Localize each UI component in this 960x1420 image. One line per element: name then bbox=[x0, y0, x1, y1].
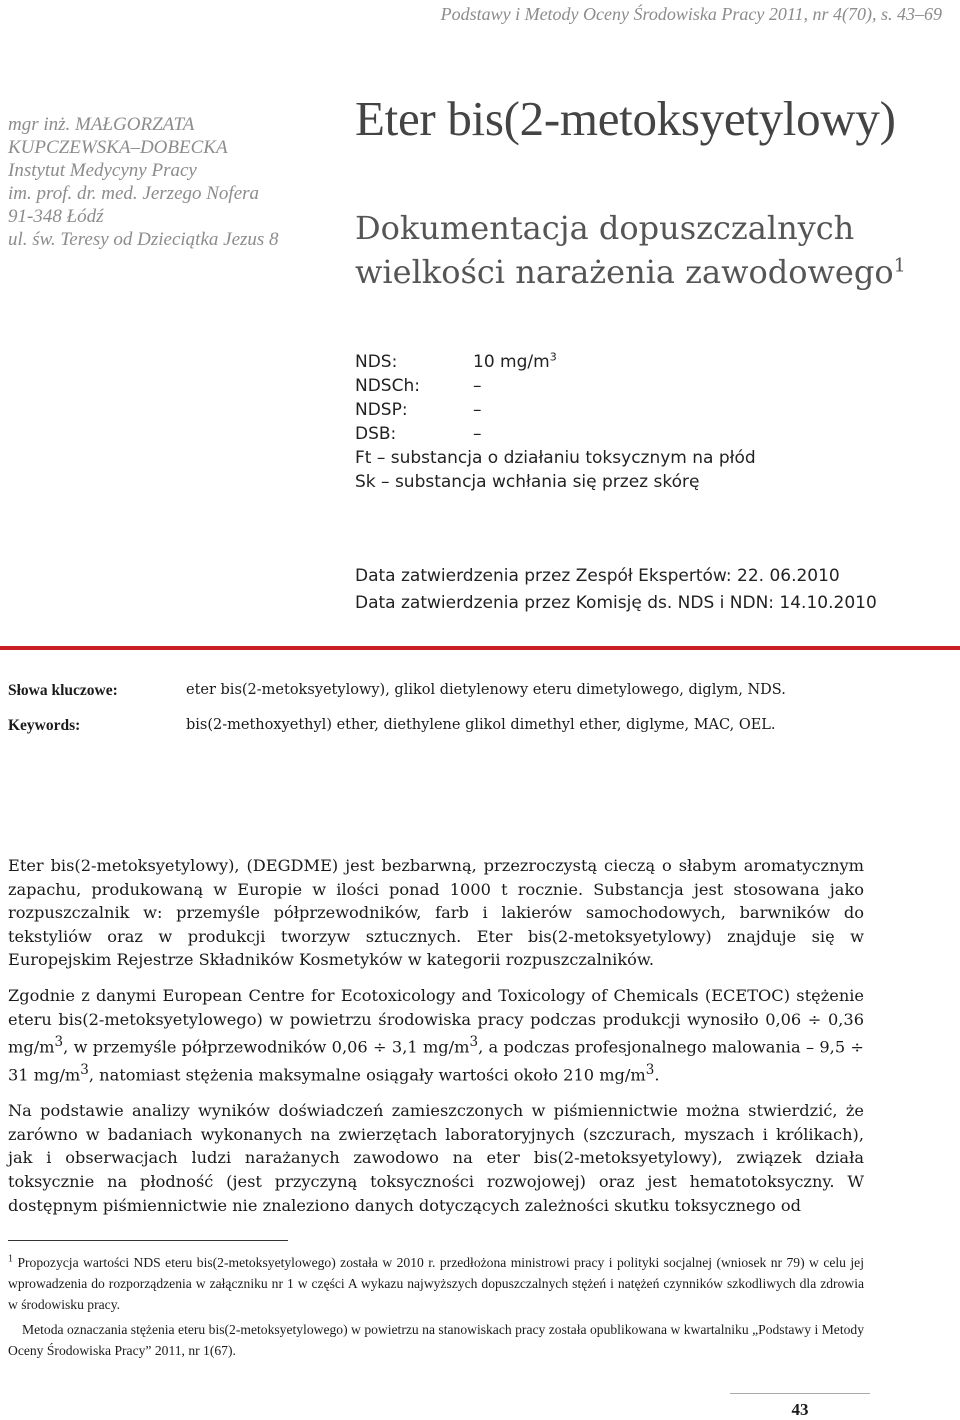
paragraph-2: Zgodnie z danymi European Centre for Ecotoxicology and Toxicology of Chemicals (ECETOC) stężenie eteru bis(2-metoksyetylowego) w powietrzu środowiska pracy podczas produkcji wynosiło 0,06 ÷ 0,36 $mg/m^3$, w przemyśle półprzewodników 0,06 ÷ 3,1 $mg/m^3$, a podczas profesjonalnego malowania – 9,5 ÷ 31 $mg/m^3$, natomiast stężenia maksymalne osiągały wartości około 210 $mg/m^3$. bbox=[8, 985, 864, 1085]
keywords-en-value: bis(2-methoxyethyl) ether, diethylene glikol dimethyl ether, diglyme, MAC, OEL. bbox=[186, 717, 776, 733]
date-commission: Data zatwierdzenia przez Komisję ds. NDS i NDN: 14.10.2010 bbox=[355, 593, 877, 613]
author-name-cont: KUPCZEWSKA–DOBECKA bbox=[8, 137, 228, 158]
author-block bbox=[8, 113, 338, 251]
subtitle-line-2: wielkości narażenia zawodowego$^1$ bbox=[355, 253, 906, 291]
keywords-en-label: Keywords: bbox=[8, 717, 81, 734]
author-street: ul. św. Teresy od Dzieciątka Jezus 8 bbox=[8, 229, 279, 250]
limit-dsb: DSB: – bbox=[355, 424, 482, 444]
document-title: Eter bis(2-metoksyetylowy) bbox=[355, 91, 896, 146]
page-number: 43 bbox=[791, 1400, 809, 1419]
paragraph-1: Eter bis(2-metoksyetylowy), (DEGDME) jest bezbarwną, przezroczystą cieczą o słabym aromatycznym zapachu, produkowaną w Europie w ilości ponad 1000 t rocznie. Substancja jest stosowana jako rozpuszczalnik w: przemyśle półprzewodników, farb i lakierów samochodowych, barwników do tekstyliów oraz w produkcji tworzyw sztucznych. Eter bis(2-metoksyetylowy) znajduje się w Europejskim Rejestrze Składników Kosmetyków w kategorii rozpuszczalników. bbox=[8, 856, 864, 970]
body-text bbox=[8, 854, 864, 1229]
footnote-2: Metoda oznaczania stężenia eteru bis(2-metoksyetylowego) w powietrzu na stanowiskach pracy została opublikowana w kwartalniku „Podstawy i Metody Oceny Środowiska Pracy” 2011, nr 1(67). bbox=[8, 1322, 864, 1358]
keywords-pl-value: eter bis(2-metoksyetylowy), glikol dietylenowy eteru dimetylowego, diglym, NDS. bbox=[186, 682, 786, 698]
approval-dates bbox=[355, 563, 877, 617]
author-name: mgr inż. MAŁGORZATA bbox=[8, 114, 195, 135]
note-ft: Ft – substancja o działaniu toksycznym na płód bbox=[355, 448, 756, 468]
note-sk: Sk – substancja wchłania się przez skórę bbox=[355, 472, 700, 492]
keywords-pl-label: Słowa kluczowe: bbox=[8, 682, 118, 699]
section-divider bbox=[0, 646, 960, 650]
journal-header: Podstawy i Metody Oceny Środowiska Pracy 2011, nr 4(70), s. 43–69 bbox=[440, 4, 942, 24]
page-number-rule bbox=[730, 1393, 870, 1394]
author-institute: Instytut Medycyny Pracy bbox=[8, 160, 197, 181]
limit-nds: NDS: 10 $mg/m^3$ bbox=[355, 350, 557, 372]
limit-ndsch: NDSCh: – bbox=[355, 376, 482, 396]
author-postcode: 91-348 Łódź bbox=[8, 206, 104, 227]
footnote-1: $^1$ Propozycja wartości NDS eteru bis(2-metoksyetylowego) została w 2010 r. przedłożona ministrowi pracy i polityki socjalnej (wniosek nr 79) w celu jej wprowadzenia do rozporządzenia w załączniku nr 1 w części A wykazu najwyższych dopuszczalnych stężeń i natężeń czynników szkodliwych dla zdrowia w środowisku pracy. bbox=[8, 1253, 864, 1312]
paragraph-3: Na podstawie analizy wyników doświadczeń zamieszczonych w piśmiennictwie można stwierdzić, że zarówno w badaniach wykonanych na zwierzętach laboratoryjnych (szczurach, myszach i królikach), jak i obserwacjach ludzi narażanych zawodowo na eter bis(2-metoksyetylowy), związek działa toksycznie na płodność (jest przyczyną toksyczności rozwojowej) oraz jest hematotoksyczny. W dostępnym piśmiennictwie nie znaleziono danych dotyczących zależności skutku toksycznego od bbox=[8, 1101, 864, 1215]
exposure-limits bbox=[355, 350, 756, 494]
limit-ndsp: NDSP: – bbox=[355, 400, 482, 420]
footnote-separator bbox=[8, 1240, 288, 1241]
document-subtitle bbox=[355, 206, 906, 294]
subtitle-line-1: Dokumentacja dopuszczalnych bbox=[355, 209, 855, 247]
footnote-ref: 1 bbox=[893, 254, 906, 277]
author-institute-cont: im. prof. dr. med. Jerzego Nofera bbox=[8, 183, 260, 204]
date-experts: Data zatwierdzenia przez Zespół Ekspertów: 22. 06.2010 bbox=[355, 566, 840, 586]
footnotes bbox=[8, 1252, 864, 1365]
